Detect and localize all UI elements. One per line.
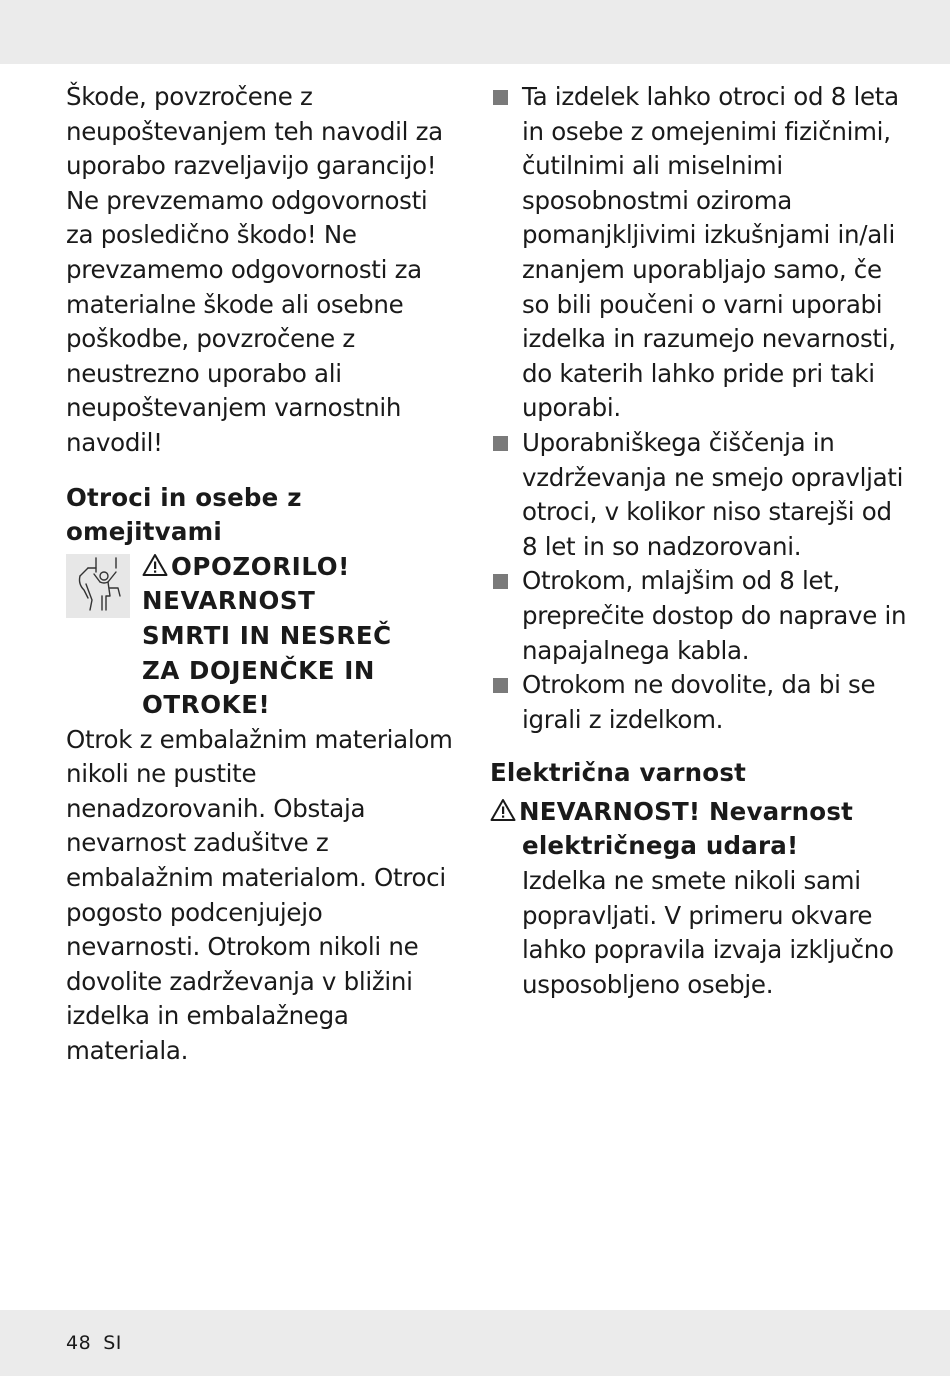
electrical-heading-line-1: NEVARNOST! Nevarnost	[519, 796, 854, 826]
list-item: Ta izdelek lahko otroci od 8 leta in osebe z omejenimi fizičnimi, čutilnimi ali miselnimi sposobnostmi oziroma pomanjkljivimi izkušnjami in/ali znanjem uporabljajo samo, če so bili poučeni o varni uporabi izdelka in razumejo nevarnosti, do katerih lahko pride pri taki uporabi.	[490, 80, 910, 426]
warning-heading-line-2: NEVARNOST	[142, 586, 316, 616]
warning-triangle-icon	[490, 798, 516, 822]
page-footer	[66, 1332, 122, 1354]
intro-paragraph: Škode, povzročene z neupoštevanjem teh navodil za uporabo razveljavijo garancijo! Ne prevzemamo odgovornosti za posledično škodo! Ne prevzamemo odgovornosti za materialne škode ali osebne poškodbe, povzročene z neustrezno uporabo ali neupoštevanjem varnostnih navodil!	[66, 82, 443, 457]
section-title-children: Otroci in osebe z omejitvami	[66, 482, 302, 547]
child-warning-block	[66, 550, 456, 723]
warning-heading-line-4: ZA DOJENČKE IN	[142, 655, 376, 685]
left-column	[66, 80, 456, 1069]
electrical-warning-heading	[490, 795, 910, 864]
square-bullet-icon	[493, 574, 508, 589]
child-danger-icon	[66, 554, 130, 618]
electrical-warning-body: Izdelka ne smete nikoli sami popravljati. V primeru okvare lahko popravila izvaja izključno usposobljeno osebje.	[522, 866, 894, 999]
list-item: Uporabniškega čiščenja in vzdrževanja ne smejo opravljati otroci, v kolikor niso starejši od 8 let in so nadzorovani.	[490, 426, 910, 564]
header-band	[0, 0, 950, 64]
list-item: Otrokom, mlajšim od 8 let, preprečite dostop do naprave in napajalnega kabla.	[490, 564, 910, 668]
warning-heading-line-1: OPOZORILO!	[171, 551, 350, 581]
language-code: SI	[103, 1332, 122, 1354]
right-column	[490, 80, 910, 1002]
square-bullet-icon	[493, 678, 508, 693]
list-item: Otrokom ne dovolite, da bi se igrali z izdelkom.	[490, 668, 910, 737]
section-title-electrical: Električna varnost	[490, 758, 747, 788]
warning-triangle-icon	[142, 553, 168, 577]
warning-heading-line-3: SMRTI IN NESREČ	[142, 620, 392, 650]
electrical-warning-block	[490, 795, 910, 1003]
warning-heading-line-5: OTROKE!	[142, 690, 271, 720]
footer-band	[0, 1310, 950, 1376]
page-number: 48	[66, 1332, 92, 1354]
safety-bullet-list	[490, 80, 910, 737]
square-bullet-icon	[493, 436, 508, 451]
square-bullet-icon	[493, 90, 508, 105]
child-warning-heading	[142, 550, 456, 723]
electrical-heading-line-2: električnega udara!	[522, 831, 799, 861]
child-warning-paragraph: Otrok z embalažnim materialom nikoli ne pustite nenadzorovanih. Obstaja nevarnost zadušitve z embalažnim materialom. Otroci pogosto podcenjujejo nevarnosti. Otrokom nikoli ne dovolite zadrževanja v bližini izdelka in embalažnega materiala.	[66, 724, 453, 1066]
